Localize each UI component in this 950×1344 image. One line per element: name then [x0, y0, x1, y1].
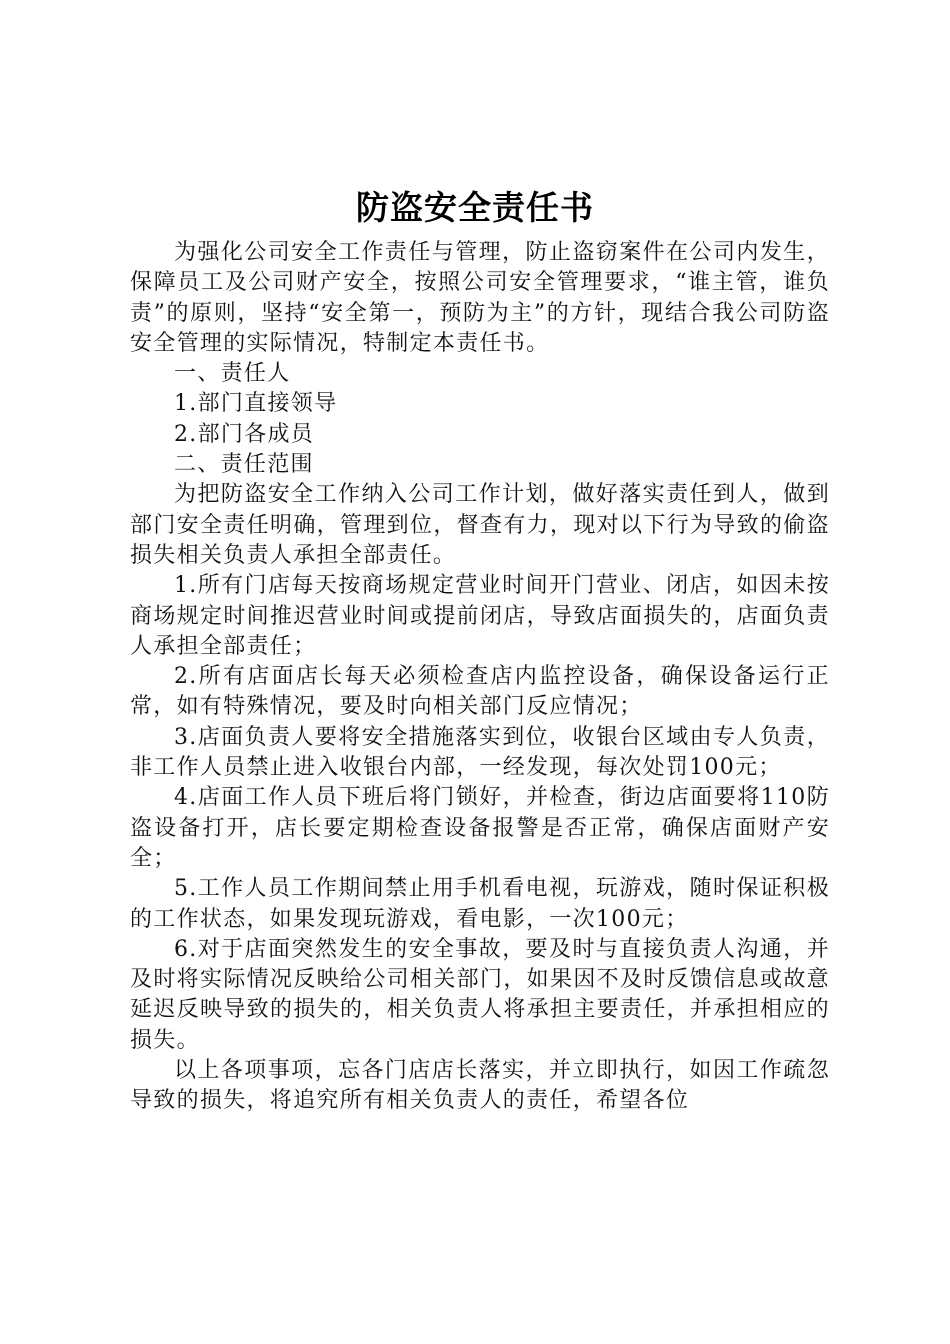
list-item: 1.部门直接领导: [174, 391, 338, 417]
list-item: 4.店面工作人员下班后将门锁好，并检查，街边店面要将110防盗设备打开，店长要定期检查设备报警是否正常，确保店面财产安全；: [130, 785, 830, 871]
list-item: 3.店面负责人要将安全措施落实到位，收银台区域由专人负责，非工作人员禁止进入收银台内部，一经发现，每次处罚100元；: [130, 724, 830, 781]
section-heading-scope: 二、责任范围: [174, 452, 314, 478]
paragraph-scope-intro: 为把防盗安全工作纳入公司工作计划，做好落实责任到人，做到部门安全责任明确，管理到位，督查有力，现对以下行为导致的偷盗损失相关负责人承担全部责任。: [130, 482, 830, 568]
document-title: 防盗安全责任书: [356, 188, 594, 227]
list-item: 2.所有店面店长每天必须检查店内监控设备，确保设备运行正常，如有特殊情况，要及时向相关部门反应情况；: [130, 664, 830, 720]
paragraph-intro: 为强化公司安全工作责任与管理，防止盗窃案件在公司内发生，保障员工及公司财产安全，按照公司安全管理要求，“谁主管，谁负责”的原则，坚持“安全第一，预防为主”的方针，现结合我公司防盗安全管理的实际情况，特制定本责任书。: [130, 240, 830, 356]
list-item: 2.部门各成员: [174, 421, 315, 447]
list-item: 5.工作人员工作期间禁止用手机看电视，玩游戏，随时保证积极的工作状态，如果发现玩游戏，看电影，一次100元；: [130, 876, 830, 932]
section-heading-responsible-persons: 一、责任人: [174, 361, 291, 387]
list-item: 1.所有门店每天按商场规定营业时间开门营业、闭店，如因未按商场规定时间推迟营业时间或提前闭店，导致店面损失的，店面负责人承担全部责任；: [130, 573, 830, 659]
document-body: [130, 238, 830, 1117]
list-item: 6.对于店面突然发生的安全事故，要及时与直接负责人沟通，并及时将实际情况反映给公司相关部门，如果因不及时反馈信息或故意延迟反映导致的损失的，相关负责人将承担主要责任，并承担相应的损失。: [130, 936, 830, 1053]
paragraph-closing: 以上各项事项，忘各门店店长落实，并立即执行，如因工作疏忽导致的损失，将追究所有相关负责人的责任，希望各位: [130, 1058, 830, 1114]
